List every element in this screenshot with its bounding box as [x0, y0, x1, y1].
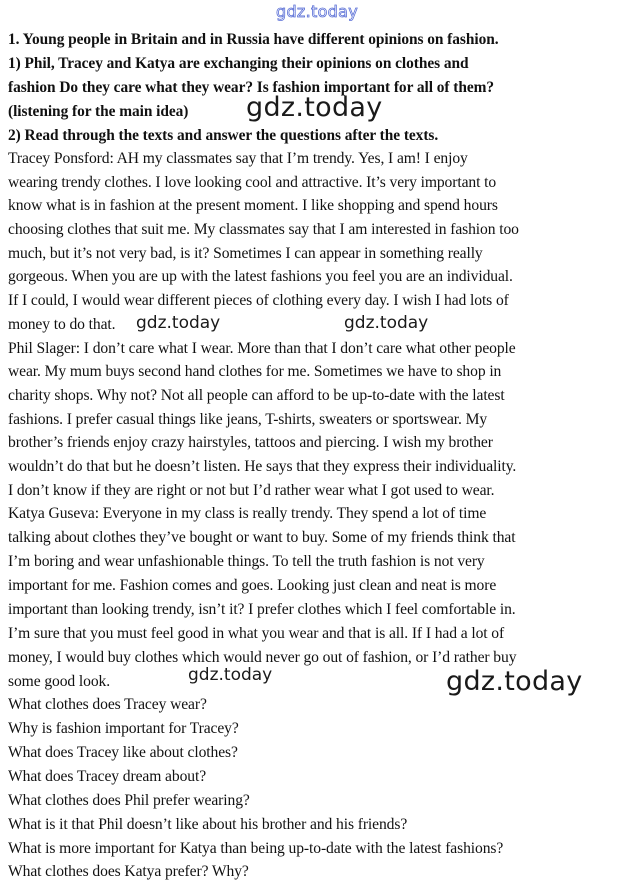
text-line: money, I would buy clothes which would never go out of fashion, or I’d rather buy	[8, 649, 517, 666]
text-line: choosing clothes that suit me. My classmates say that I am interested in fashion too	[8, 221, 519, 238]
watermark-5: gdz.today	[446, 666, 583, 697]
text-line: important than looking trendy, isn’t it? I prefer clothes which I feel comfortable in.	[8, 601, 516, 618]
task-1-line-3: (listening for the main idea)	[8, 103, 189, 120]
text-line: If I could, I would wear different pieces of clothing every day. I wish I had lots of	[8, 292, 509, 309]
question-item: What is more important for Katya than being up-to-date with the latest fashions?	[8, 840, 504, 857]
watermark-top: gdz.today	[276, 2, 358, 21]
text-line: talking about clothes they’ve bought or want to buy. Some of my friends think that	[8, 529, 516, 546]
question-item: What does Tracey dream about?	[8, 768, 207, 785]
watermark-3: gdz.today	[344, 313, 429, 333]
question-item: Why is fashion important for Tracey?	[8, 720, 239, 737]
text-line: wearing trendy clothes. I love looking cool and attractive. It’s very important to	[8, 174, 497, 191]
text-line: brother’s friends enjoy crazy hairstyles, tattoos and piercing. I wish my brother	[8, 434, 493, 451]
text-line: gorgeous. When you are up with the latest fashions you feel you are an individual.	[8, 268, 513, 285]
text-line: some good look.	[8, 673, 111, 690]
task-2-line: 2) Read through the texts and answer the questions after the texts.	[8, 127, 439, 144]
watermark-1: gdz.today	[246, 92, 383, 123]
question-item: What clothes does Tracey wear?	[8, 696, 207, 713]
question-item: What is it that Phil doesn’t like about his brother and his friends?	[8, 816, 408, 833]
text-line: fashions. I prefer casual things like jeans, T-shirts, sweaters or sportswear. My	[8, 411, 488, 428]
watermark-4: gdz.today	[188, 665, 273, 685]
text-line: wouldn’t do that but he doesn’t listen. He says that they express their individuality.	[8, 458, 517, 475]
text-line: I’m boring and wear unfashionable things. To tell the truth fashion is not very	[8, 553, 485, 570]
textbook-page	[8, 0, 614, 884]
watermark-2: gdz.today	[136, 313, 221, 333]
task-1-line-1: 1) Phil, Tracey and Katya are exchanging their opinions on clothes and	[8, 55, 469, 72]
text-line: Tracey Ponsford: AH my classmates say that I’m trendy. Yes, I am! I enjoy	[8, 150, 468, 167]
text-line: Phil Slager: I don’t care what I wear. More than that I don’t care what other people	[8, 340, 516, 357]
question-item: What does Tracey like about clothes?	[8, 744, 238, 761]
text-line: wear. My mum buys second hand clothes for me. Sometimes we have to shop in	[8, 363, 502, 380]
question-item: What clothes does Katya prefer? Why?	[8, 863, 249, 880]
text-line: Katya Guseva: Everyone in my class is really trendy. They spend a lot of time	[8, 505, 487, 522]
task-1-line-2: fashion Do they care what they wear? Is fashion important for all of them?	[8, 79, 495, 96]
text-line: charity shops. Why not? Not all people can afford to be up-to-date with the latest	[8, 387, 505, 404]
text-line: important for me. Fashion comes and goes. Looking just clean and neat is more	[8, 577, 497, 594]
question-item: What clothes does Phil prefer wearing?	[8, 792, 250, 809]
text-line: I don’t know if they are right or not but I’d rather wear what I got used to wear.	[8, 482, 495, 499]
text-line: money to do that.	[8, 316, 116, 333]
text-line: know what is in fashion at the present moment. I like shopping and spend hours	[8, 197, 498, 214]
exercise-title: 1. Young people in Britain and in Russia have different opinions on fashion.	[8, 31, 499, 48]
text-line: I’m sure that you must feel good in what you wear and that is all. If I had a lot of	[8, 625, 505, 642]
text-line: much, but it’s not very bad, is it? Sometimes I can appear in something really	[8, 245, 483, 262]
